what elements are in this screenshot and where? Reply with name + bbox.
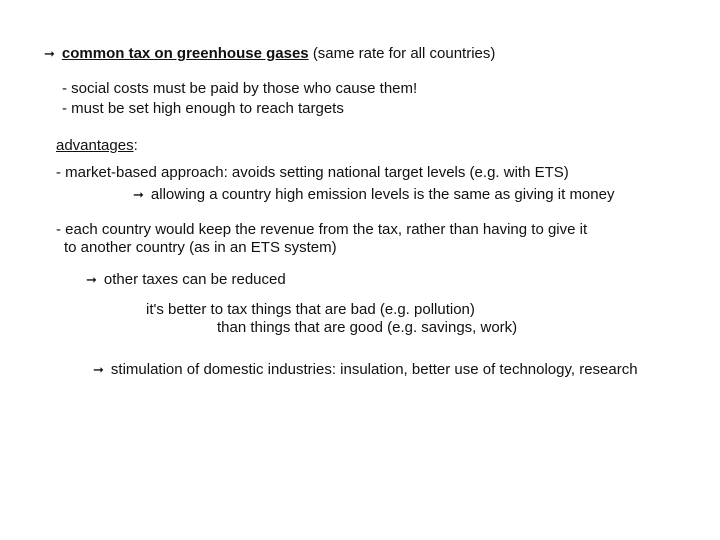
arrow-right-icon: ➞ (93, 362, 104, 377)
sub-text: other taxes can be reduced (103, 271, 286, 288)
point-set-high: - must be set high enough to reach targets (62, 100, 344, 117)
advantage-domestic-industries (93, 361, 638, 379)
advantage-market-based-sub (133, 186, 614, 204)
headline (44, 45, 495, 63)
headline-title: common tax on greenhouse gases (61, 45, 309, 62)
headline-qualifier: (same rate for all countries) (312, 45, 496, 62)
advantage-revenue-sub (86, 271, 286, 289)
point-social-costs: - social costs must be paid by those who cause them! (62, 80, 418, 97)
arrow-right-icon: ➞ (44, 46, 55, 61)
quote-line2: than things that are good (e.g. savings, work) (217, 319, 518, 336)
quote-line1: it's better to tax things that are bad (e.g. pollution) (146, 301, 475, 318)
advantage-revenue-line2: to another country (as in an ETS system) (64, 239, 337, 256)
sub-text: allowing a country high emission levels is the same as giving it money (150, 186, 615, 203)
advantages-heading (56, 137, 138, 155)
advantages-label: advantages (56, 137, 134, 154)
advantages-colon: : (133, 137, 138, 154)
advantage-revenue-line1: - each country would keep the revenue from the tax, rather than having to give it (56, 221, 588, 238)
arrow-right-icon: ➞ (86, 272, 97, 287)
sub-text: stimulation of domestic industries: insulation, better use of technology, research (110, 361, 638, 378)
arrow-right-icon: ➞ (133, 187, 144, 202)
advantage-market-based: - market-based approach: avoids setting national target levels (e.g. with ETS) (56, 164, 569, 181)
